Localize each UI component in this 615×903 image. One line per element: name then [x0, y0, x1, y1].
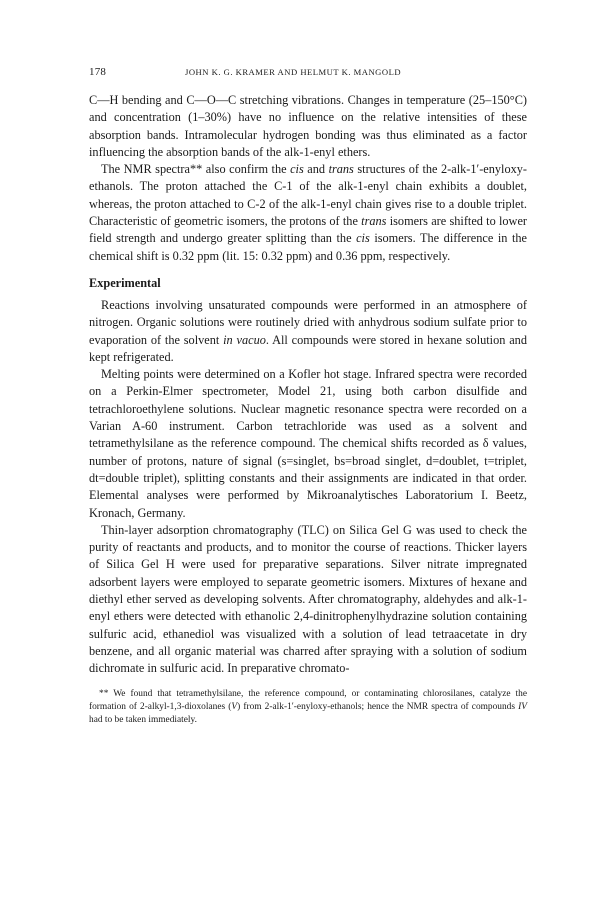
paragraph-instruments: Melting points were determined on a Kofler hot stage. Infrared spectra were recorded on a Perkin-Elmer spectrometer, Model 21, using both carbon disulfide and tetrachloroethylene solutions. Nuclear magnetic resonance spectra were recorded on a Varian A-60 instrument. Carbon tetrachloride was used as a solvent and tetramethylsilane as the reference compound. The chemical shifts recorded as δ values, number of protons, nature of signal (s=singlet, bs=broad singlet, d=doublet, t=triplet, dt=double triplet), splitting constants and their assignments are indicated in that order. Elemental analyses were performed by Mikroanalytisches Laboratorium I. Beetz, Kronach, Germany.	[89, 367, 527, 520]
footnote	[89, 688, 527, 728]
running-head	[89, 66, 527, 78]
footnote-text-a: ** We found that tetramethylsilane, the reference compound, or contaminating chlorosilanes, catalyze the formation of 2-alkyl-1,3-dioxolanes (	[89, 688, 527, 712]
footnote-ref-v: V	[231, 701, 238, 712]
paragraph-tlc: Thin-layer adsorption chromatography (TLC) on Silica Gel G was used to check the purity of reactants and products, and to monitor the course of reactions. Thicker layers of Silica Gel H were used for preparative separations. Silver nitrate impregnated adsorbent layers were employed to separate geometric isomers. Mixtures of hexane and diethyl ether served as developing solvents. After chromatography, aldehydes and alk-1-enyl ethers were detected with ethanolic 2,4-dinitrophenylhydrazine solution containing sulfuric acid, ethanediol was visualized with a solution of lead tetraacetate in dry benzene, and all organic material was charred after spraying with a solution of sodium dichromate in sulfuric acid. In preparative chromato-	[89, 522, 527, 676]
nmr-trans-1: trans	[328, 162, 354, 177]
footnote-text-c: had to be taken immediately.	[89, 714, 197, 725]
conditions-in-vacuo: in vacuo	[223, 332, 266, 347]
nmr-text-a: The NMR spectra** also confirm the	[101, 162, 291, 177]
conditions-text-a: Reactions involving unsaturated compounds were performed in an atmosphere of nitrogen. Organic solutions were routinely dried with anhydrous sodium sulfate prior to evaporation of the solvent	[89, 297, 527, 347]
footnote-text-b: ) from 2-alk-1′-enyloxy-ethanols; hence the NMR spectra of compounds	[237, 701, 519, 712]
nmr-text-b: and	[303, 162, 329, 177]
footnote-ref-iv: IV	[518, 701, 527, 712]
running-head-authors: JOHN K. G. KRAMER AND HELMUT K. MANGOLD	[185, 67, 402, 77]
nmr-cis-2: cis	[356, 231, 370, 246]
nmr-text-e: isomers. The difference in the chemical shift is 0.32 ppm (lit. 15: 0.32 ppm) and 0.36 ppm, respectively.	[89, 231, 527, 263]
paragraph-nmr	[89, 161, 527, 265]
nmr-trans-2: trans	[361, 214, 387, 229]
section-heading-experimental: Experimental	[89, 275, 161, 290]
page-number: 178	[89, 66, 107, 78]
journal-page	[89, 66, 527, 727]
nmr-text-c: structures of the 2-alk-1′-enyloxy-ethanols. The proton attached the C-1 of the alk-1-enyl chain exhibits a doublet, whereas, the proton attached to C-2 of the alk-1-enyl chain gives rise to a double triplet. Characteristic of geometric isomers, the protons of the	[89, 162, 527, 229]
paragraph-general-conditions	[89, 297, 527, 366]
paragraph-ir-continuation: C—H bending and C—O—C stretching vibrations. Changes in temperature (25–150°C) and concentration (1–30%) have no influence on the relative intensities of these absorption bands. Intramolecular hydrogen bonding was thus eliminated as a factor influencing the absorption bands of the alk-1-enyl ethers.	[89, 93, 527, 159]
conditions-text-b: . All compounds were stored in hexane solution and kept refrigerated.	[89, 332, 527, 364]
nmr-text-d: isomers are shifted to lower field strength and undergo greater splitting than the	[89, 214, 527, 246]
nmr-cis-1: cis	[290, 162, 304, 177]
